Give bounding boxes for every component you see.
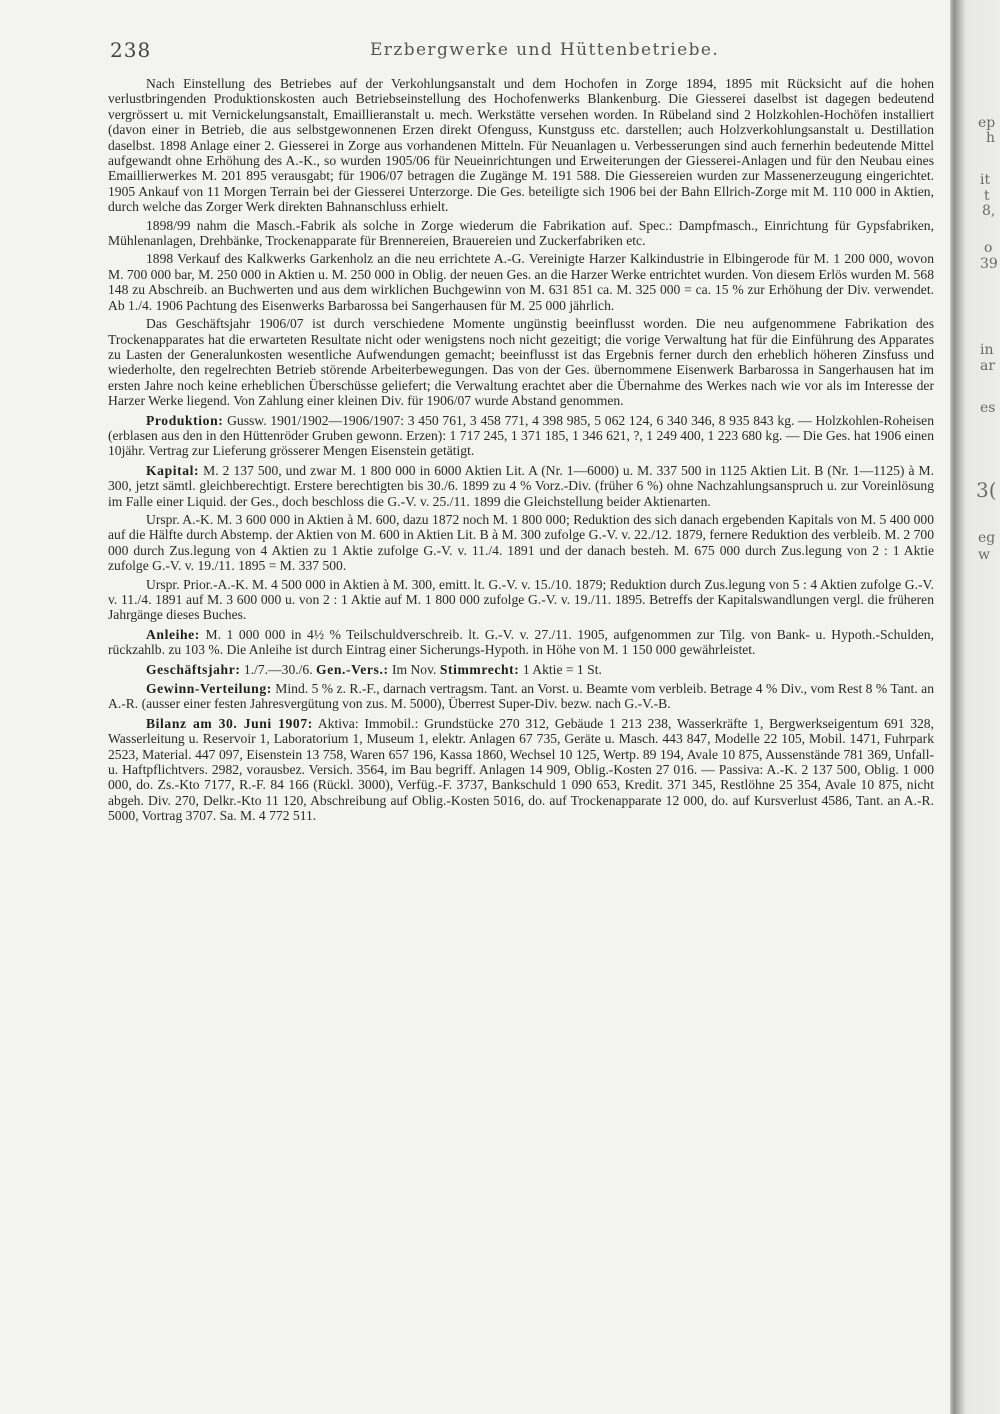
page-number: 238 [110, 38, 152, 62]
section-text: Im Nov. [391, 661, 437, 677]
margin-fragment: ep [978, 115, 996, 131]
book-gutter [950, 0, 1000, 1414]
section-heading: Stimmrecht: [439, 661, 520, 677]
paragraph: Urspr. Prior.-A.-K. M. 4 500 000 in Aktien à M. 300, emitt. lt. G.-V. v. 15./10. 1879; Reduktion durch Zus.legung von 5 : 4 Aktien zufolge G.-V. v. 11./4. 1891 auf M. 3 600 000 u. von 2 : 1 Aktie auf M. 1 800 000 zufolge G.-V. v. 19./11. 1895. Betreffs der Kapitalswandlungen vergl. die früheren Jahrgänge dieses Buches. [108, 576, 934, 623]
section-text: Mind. 5 % z. R.-F., darnach vertragsm. Tant. an Vorst. u. Beamte vom verbleib. Betrage 4 % Div., vom Rest 8 % Tant. an A.-R. (ausser einer festen Jahresvergütung von zus. M. 5000), Überrest Super-Div. bezw. nach G.-V.-B. [108, 681, 934, 712]
margin-fragment: eg [978, 530, 996, 546]
section-text: 1./7.—30./6. [243, 661, 313, 677]
margin-fragment: t [984, 188, 990, 204]
margin-fragment: 3( [976, 478, 997, 502]
margin-fragment: w [978, 547, 990, 563]
section-bilanz [108, 716, 934, 824]
section-kapital [108, 463, 934, 509]
section-text: M. 1 000 000 in 4½ % Teilschuldverschreib. lt. G.-V. v. 27./11. 1905, aufgenommen zur Tilg. von Bank- u. Hypoth.-Schulden, rückzahlb. zu 103 %. Die Anleihe ist durch Eintrag einer Sicherungs-Hypoth. in Höhe von M. 1 150 000 gewährleistet. [108, 626, 934, 658]
margin-fragment: it [980, 172, 991, 188]
margin-fragment: in [980, 342, 994, 358]
section-heading: Bilanz am 30. Juni 1907: [146, 715, 313, 731]
margin-fragment: 39 [980, 256, 998, 272]
paragraph: Das Geschäftsjahr 1906/07 ist durch verschiedene Momente ungünstig beeinflusst worden. Die neu aufgenommene Fabrikation des Trockenapparates hat die erwarteten Resultate nicht oder wenigstens noch nicht gezeitigt; die vorige Verwaltung hat für die Einführung des Apparates zu Lasten der Generalunkosten wesentliche Aufwendungen gemacht; beeinflusst ist das Ergebnis ferner durch den erheblich höheren Zinsfuss und wiederholte, den regelrechten Betrieb störende Arbeiterbewegungen. Das von der Ges. übernommene Eisenwerk Barbarossa in Sangerhausen hat im ersten Jahre noch keine erheblichen Überschüsse geliefert; die Verwaltung erachtet aber die Übernahme des Werkes nach wie vor als im Interesse der Harzer Werke liegend. Von Zahlung einer kleinen Div. für 1906/07 wurde Abstand genommen. [108, 316, 934, 409]
section-heading: Kapital: [146, 462, 200, 478]
section-anleihe [108, 627, 934, 658]
paragraph: Urspr. A.-K. M. 3 600 000 in Aktien à M. 600, dazu 1872 noch M. 1 800 000; Reduktion des sich danach ergebenden Kapitals von M. 5 400 000 auf die Hälfte durch Abstemp. der Aktien von M. 600 in Aktien Lit. B à M. 300 zufolge G.-V. v. 22./12. 1879, fernere Reduktion des verbleib. M. 2 700 000 durch Zus.legung von 4 Aktien zu 1 Aktie zufolge G.-V. v. 11./4. 1891 und der danach besteh. M. 675 000 durch Zus.legung von 2 : 1 Aktie zufolge G.-V. v. 19./11. 1895 = M. 337 500. [108, 511, 934, 574]
margin-fragment: es [980, 400, 996, 416]
paragraph: 1898/99 nahm die Masch.-Fabrik als solche in Zorge wiederum die Fabrikation auf. Spec.: Dampfmasch., Einrichtung für Gypsfabriken, Mühlenanlagen, Drehbänke, Trockenapparate für Brennereien, Brauereien und Zuckerfabriken etc. [108, 217, 934, 249]
running-title: Erzbergwerke und Hüttenbetriebe. [370, 40, 720, 60]
section-produktion [108, 413, 934, 459]
paragraph: 1898 Verkauf des Kalkwerks Garkenholz an die neu errichtete A.-G. Vereinigte Harzer Kalkindustrie in Elbingerode für M. 1 200 000, wovon M. 700 000 bar, M. 250 000 in Aktien u. M. 250 000 in Oblig. der neuen Ges. an die Harzer Werke entrichtet wurden. Von diesem Erlös wurden M. 568 148 zu Abschreib. an Buchwerten und aus dem wirklichen Buchgewinn von M. 631 851 ca. M. 325 000 = ca. 15 % zur Erhöhung der Div. verwendet. Ab 1./4. 1906 Pachtung des Eisenwerks Barbarossa bei Sangerhausen für M. 25 000 jährlich. [108, 251, 934, 313]
section-text: Aktiva: Immobil.: Grundstücke 270 312, Gebäude 1 213 238, Wasserkräfte 1, Bergwerkseigentum 691 328, Wasserleitung u. Reservoir 1, Laboratorium 1, Museum 1, elektr. Anlagen 67 735, Geräte u. Masch. 443 847, Modelle 22 105, Mobil. 1471, Fuhrpark 2523, Material. 447 097, Eisenstein 13 758, Waren 657 196, Kassa 1860, Wechsel 10 125, Wertp. 89 194, Avale 10 875, Aussenstände 781 369, Unfall- u. Haftpflichtvers. 2982, vorausbez. Versich. 3564, im Bau begriff. Anlagen 14 909, Oblig.-Kosten 27 016. — Passiva: A.-K. 2 137 500, Oblig. 1 000 000, do. Zs.-Kto 7177, R.-F. 84 166 (Rückl. 3000), Verfüg.-F. 3737, Bankschuld 1 090 653, Kredit. 371 345, Restlöhne 25 354, Avale 10 875, nicht abgeh. Div. 270, Delkr.-Kto 11 120, Abschreibung auf Oblig.-Kosten 5016, do. auf Trockenapparate 12 000, do. auf Kursverlust 4586, Tant. an A.-R. 5000, Vortrag 3707. Sa. M. 4 772 511. [108, 715, 934, 824]
margin-fragment: o [984, 240, 993, 256]
section-heading: Geschäftsjahr: [146, 661, 241, 677]
section-text: Gussw. 1901/1902—1906/1907: 3 450 761, 3 458 771, 4 398 985, 5 062 124, 6 340 346, 8 935 843 kg. — Holzkohlen-Roheisen (erblasen aus den in den Hüttenröder Gruben gewonn. Erzen): 1 717 245, 1 371 185, 1 346 621, ?, 1 249 400, 1 223 680 kg. — Die Ges. hat 1906 einen 10jähr. Vertrag zur Lieferung grösserer Mengen Eisenstein getätigt. [108, 412, 934, 459]
section-geschaeftsjahr [108, 662, 934, 677]
paragraph: Nach Einstellung des Betriebes auf der Verkohlungsanstalt und dem Hochofen in Zorge 1894, 1895 mit Rücksicht auf die hohen verlustbringenden Produktionskosten auch Betriebseinstellung des Hochofenwerks Blankenburg. Die Giesserei daselbst ist dagegen bedeutend vergrössert u. mit Vernickelungsanstalt, Emaillieranstalt u. mech. Werkstätte versehen worden. In Rübeland sind 2 Holzkohlen-Hochöfen installiert (davon einer in Betrieb, die aus selbstgewonnenen Erzen direkt Ofenguss, Kunstguss etc. darstellen; auch Holzverkohlungsanstalt u. Destillation daselbst. 1898 Anlage einer 2. Giesserei in Zorge aus vorhandenen Mitteln. Für Neuanlagen u. Verbesserungen sind auch fernerhin bedeutende Mittel aufgewandt ohne Erhöhung des A.-K., so wurden 1905/06 für Neueinrichtungen und Erweiterungen der Giesserei-Anlagen und für den Neubau eines Emaillierwerkes M. 201 895 verausgabt; für 1906/07 betragen die Zugänge M. 191 588. Die Giessereien wurden zur Massenerzeugung eingerichtet. 1905 Ankauf von 11 Morgen Terrain bei der Giesserei Unterzorge. Die Ges. beteiligte sich 1906 bei der Bahn Ellrich-Zorge mit M. 110 000 in Aktien, durch welche das Zorger Werk direkten Bahnanschluss erhielt. [108, 76, 934, 215]
page-header [110, 38, 940, 64]
section-text: M. 2 137 500, und zwar M. 1 800 000 in 6000 Aktien Lit. A (Nr. 1—6000) u. M. 337 500 in 1125 Aktien Lit. B (Nr. 1—1125) à M. 300, jetzt sämtl. gleichberechtigt. Erstere berechtigten bis 30./6. 1899 zu 4 % Vorz.-Div. (früher 6 %) ohne Nachzahlungsanspruch u. zur Voreinlösung im Falle einer Liquid. der Ges., doch beschloss die G.-V. v. 25./11. 1899 die Gleichstellung beider Aktienarten. [108, 462, 934, 509]
margin-fragment: h [986, 130, 996, 146]
section-heading: Anleihe: [146, 626, 200, 642]
section-heading: Gen.-Vers.: [316, 661, 389, 677]
section-heading: Gewinn-Verteilung: [146, 681, 272, 697]
margin-fragment: 8, [982, 203, 996, 219]
section-heading: Produktion: [146, 412, 224, 428]
body-text [108, 76, 934, 1386]
section-text: 1 Aktie = 1 St. [522, 661, 602, 677]
section-gewinn-verteilung [108, 681, 934, 712]
margin-fragment: ar [980, 358, 996, 374]
